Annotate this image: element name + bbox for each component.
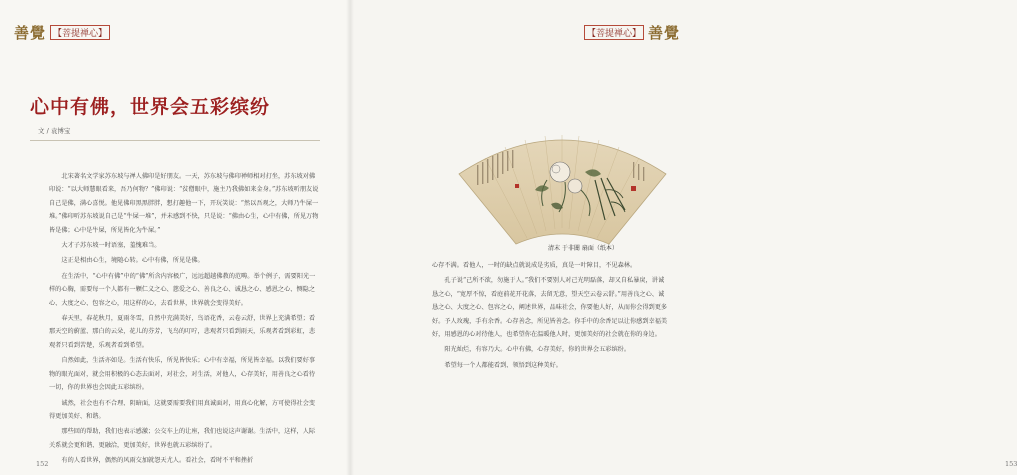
article-byline: 文 / 袁博宝 — [38, 127, 71, 135]
paragraph: 大才子苏东坡一时语塞，羞愧难当。 — [61, 242, 161, 250]
paragraph: 诚然，社会也有不合理、阴暗面，这就要需要我们用真诚面对，用真心化解，方可使得社会变得更加美好、和谐。 — [49, 399, 316, 420]
brand-logo: 善覺 — [647, 24, 680, 42]
paragraph: 这正是相由心生，境随心转。心中有佛，所见是佛。 — [61, 257, 204, 265]
right-body-text — [432, 259, 670, 374]
section-tag: 【菩提禅心】 — [584, 25, 644, 40]
left-header — [14, 22, 110, 43]
paragraph: 阳光灿烂，有容乃大。心中有佛，心存美好，你的世界会五彩缤纷。 — [444, 346, 631, 354]
paragraph: 孔子说“己所不欲，勿施于人。”我们不要别人对己光明磊落，却又自私暴戾，讲诚恳之心，“宽厚不惊，看庭前花开花落，去留无意，望天空云卷云舒。”用善良之心、诚恳之心、大度之心、包容之心，阐述世界，品味社会，你要他人好，从而你会得到更多好。予人玫瑰，手有余香。心存善念，所见皆善念。你手中的余香足以让你感到幸福美好，用感恩的心对待他人，也希望你在温暖他人时，更加美好的社会就在你的身边。 — [432, 277, 668, 339]
fan-painting-image — [455, 120, 670, 245]
spine-shadow — [346, 0, 354, 475]
page-number-left: 152 — [36, 460, 49, 468]
left-body-text — [49, 170, 321, 470]
title-divider — [30, 140, 320, 141]
paragraph: 有的人看世界，偶然的风雨交加就怨天尤人。看社会，看时不平和挫折 — [61, 457, 254, 465]
paragraph: 希望每一个人都能看到、领悟到这种美好。 — [444, 361, 562, 369]
page-number-right: 153 — [1005, 460, 1017, 468]
paragraph: 那些回的帮助，我们也表示感激；公交车上的让座，我们也说这声谢谢。生活中，这样，人际关系就会更和谐、更融洽，更加美好，世界也就五彩缤纷了。 — [49, 428, 316, 449]
fan-painting — [455, 120, 670, 245]
right-header — [584, 22, 680, 43]
brand-logo: 善覺 — [14, 24, 47, 42]
figure-caption: 清末 于非闇 扇面（纸本） — [548, 245, 618, 252]
paragraph: 北宋著名文学家苏东坡与禅人佛印是好朋友。一天，苏东坡与佛印禅师相对打坐，苏东坡对佛印说：“以大师慧眼看来，吾乃何物？”佛印说：“贫僧眼中，施主乃我佛如来金身。”苏东坡听朋友说自己是佛，满心喜悦。他见佛印黑黑胖胖，想打趣他一下，开玩笑说：“然以吾观之，大师乃牛屎一堆。”佛印听苏东坡说自己是“牛屎一堆”，并未感到不快，只是说：“佛由心生，心中有佛，所见万物皆是佛；心中是牛屎，所见皆化为牛屎。” — [49, 173, 319, 234]
paragraph: 心存不满。看他人，一时的缺点就说成是劣质，真是一叶障目，不见森林。 — [432, 262, 637, 269]
paragraph: 自然如此，生活亦如是。生活有快乐，所见皆快乐；心中有幸福，所见皆幸福。以我们要好事物的眼光面对，就会用积极的心态去面对，对社会，对生活，对他人，心存美好，用善良之心看待一切，你的世界也会因此五彩缤纷。 — [49, 357, 316, 392]
left-page — [0, 0, 350, 475]
article-title: 心中有佛，世界会五彩缤纷 — [30, 96, 271, 118]
paragraph: 春天里，春花秋月，夏雨冬雪，自然中充满美好，鸟语花香，云卷云舒，世界上充满希望；看那天空的蔚蓝、那白的云朵，花儿的芬芳，飞鸟的叮咛，悲观者只看到雨天，乐观者看到彩虹，悲观者只看到苦楚，乐观者看到希望。 — [49, 315, 316, 349]
paragraph: 在生活中，“心中有佛”中的“佛”所含内容极广，远远超越佛教的范畴。举个例子，需要阳光一样的心胸，需要每一个人都有一颗仁义之心、慈爱之心、善良之心、诚恳之心、感恩之心、恻隐之心、大度之心、包容之心，用这样的心，去看世界，世界就会变得美好。 — [49, 272, 316, 307]
section-tag: 【菩提禅心】 — [50, 25, 110, 40]
